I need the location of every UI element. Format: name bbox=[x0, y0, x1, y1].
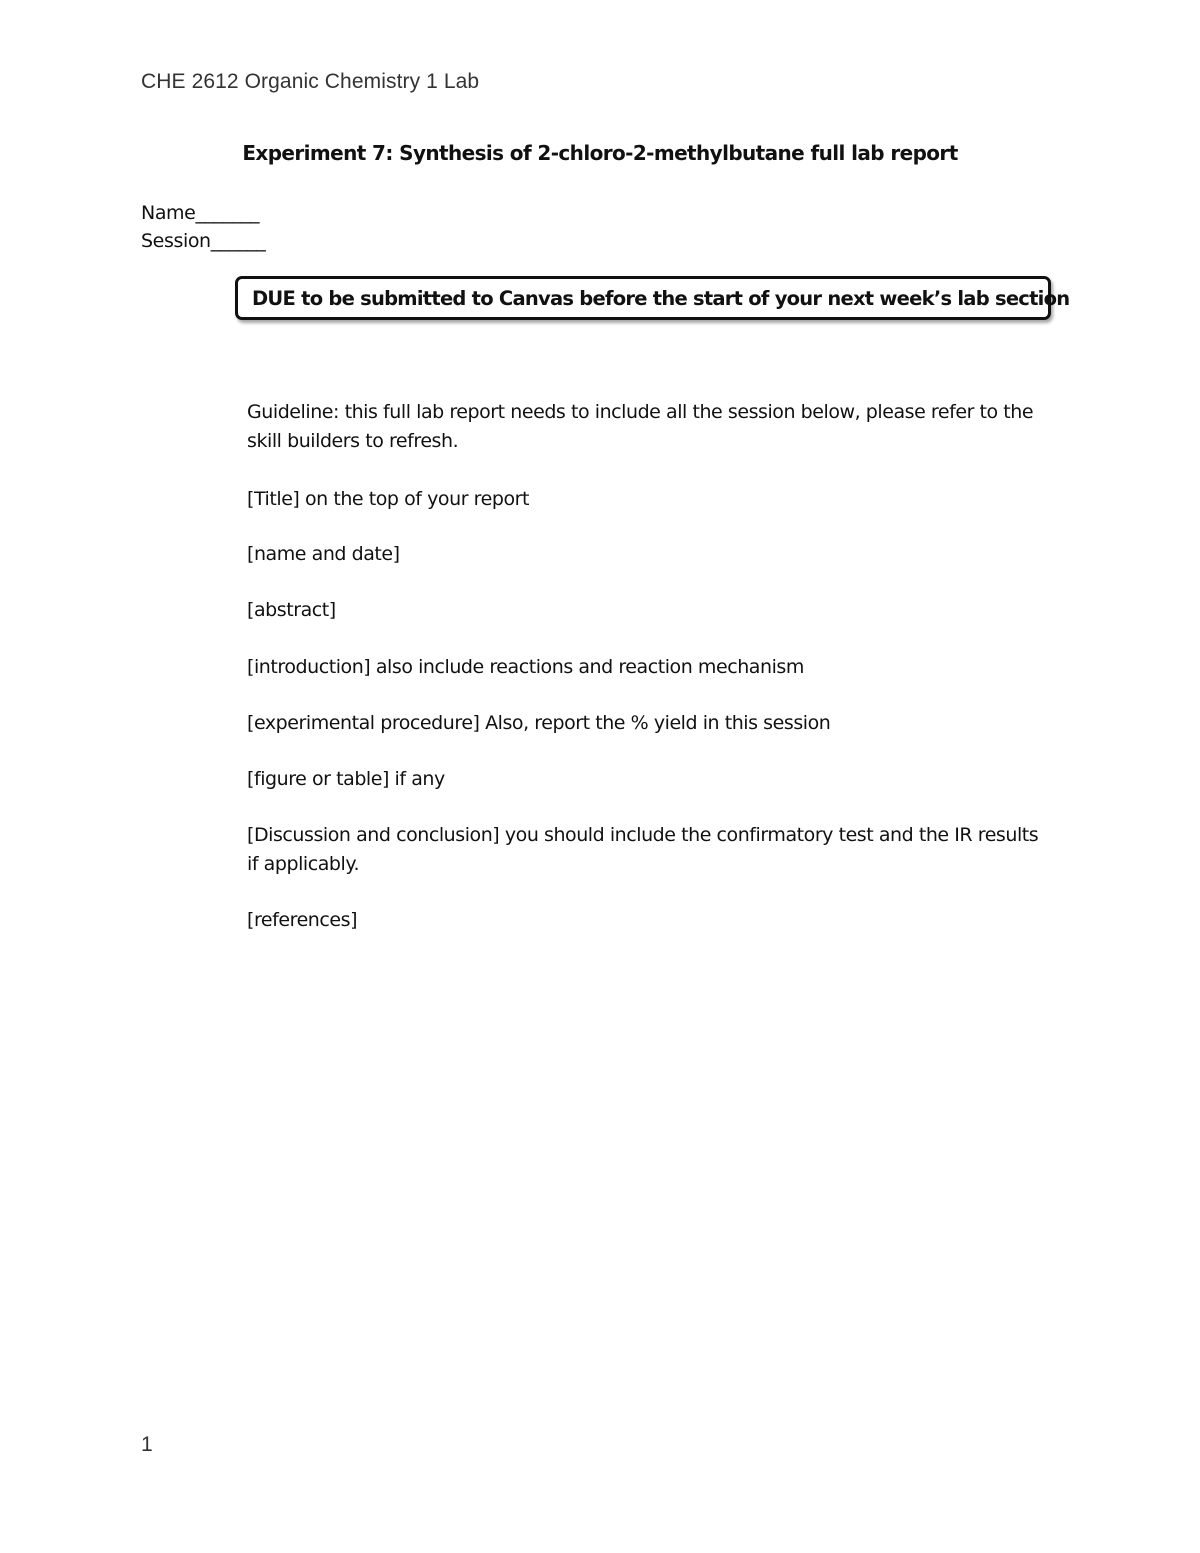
due-notice-box bbox=[235, 276, 1070, 320]
document-title: Experiment 7: Synthesis of 2-chloro-2-methylbutane full lab report bbox=[242, 141, 958, 165]
session-field: Session______ bbox=[141, 230, 266, 252]
section-item-introduction: [introduction] also include reactions and reaction mechanism bbox=[247, 656, 804, 678]
page-number: 1 bbox=[141, 1433, 153, 1456]
page-header-course: CHE 2612 Organic Chemistry 1 Lab bbox=[141, 70, 480, 93]
section-item-experimental: [experimental procedure] Also, report the % yield in this session bbox=[247, 712, 831, 734]
section-item-discussion: [Discussion and conclusion] you should include the confirmatory test and the IR results if applicably. bbox=[247, 824, 1039, 875]
section-item-abstract: [abstract] bbox=[247, 599, 336, 621]
due-notice-text: DUE to be submitted to Canvas before the start of your next week’s lab section bbox=[252, 287, 1070, 310]
section-item-references: [references] bbox=[247, 909, 358, 931]
name-field: Name_______ bbox=[141, 202, 260, 224]
section-item-name-date: [name and date] bbox=[247, 543, 400, 565]
section-item-figure-table: [figure or table] if any bbox=[247, 768, 445, 790]
section-item-title: [Title] on the top of your report bbox=[247, 488, 529, 510]
guideline-paragraph: Guideline: this full lab report needs to include all the session below, please refer to the skill builders to refresh. bbox=[247, 401, 1034, 452]
